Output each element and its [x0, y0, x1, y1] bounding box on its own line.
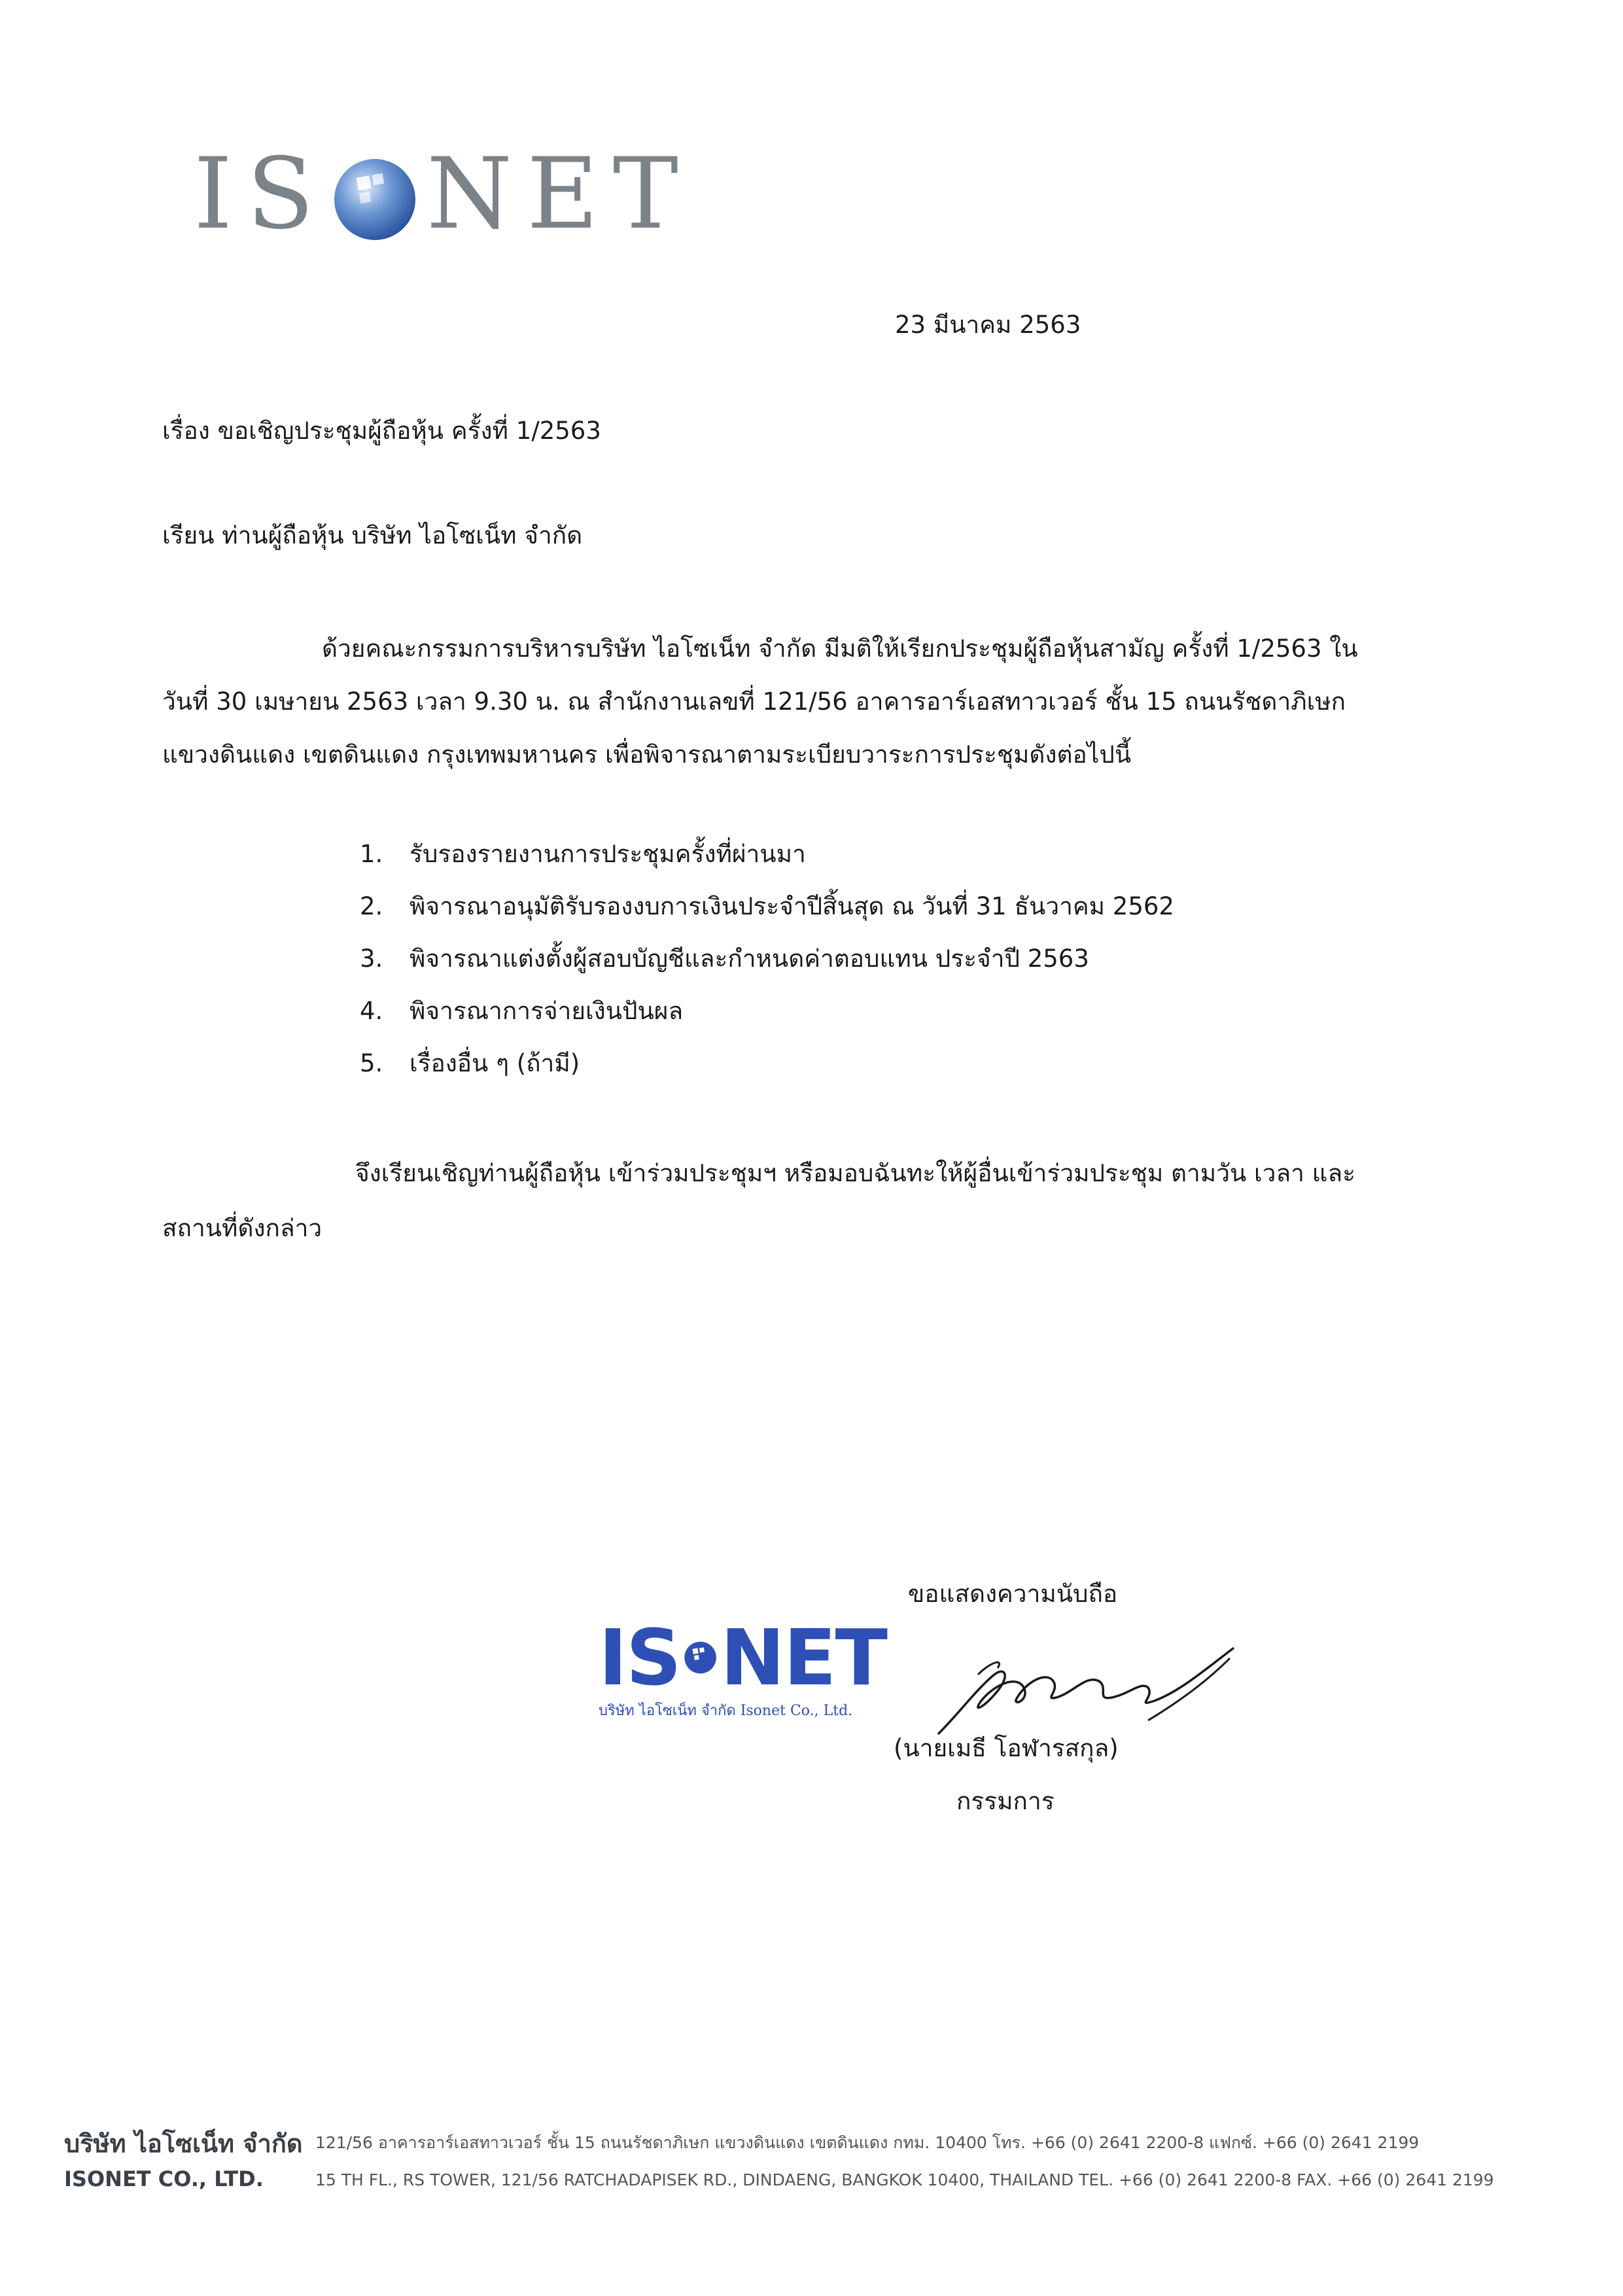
- body-line-2: วันที่ 30 เมษายน 2563 เวลา 9.30 น. ณ สำนักงานเลขที่ 121/56 อาคารอาร์เอสทาวเวอร์ ชั้น 15 ถนนรัชดาภิเษก: [162, 687, 1346, 716]
- signer-title: กรรมการ: [956, 1787, 1055, 1815]
- letter-date: 23 มีนาคม 2563: [895, 311, 1081, 339]
- footer-address-th: 121/56 อาคารอาร์เอสทาวเวอร์ ชั้น 15 ถนนรัชดาภิเษก แขวงดินแดง เขตดินแดง กทม. 10400 โทร. +66 (0) 2641 2200-8 แฟกซ์. +66 (0) 2641 2199: [315, 2133, 1420, 2152]
- body-line-3: แขวงดินแดง เขตดินแดง กรุงเทพมหานคร เพื่อพิจารณาตามระเบียบวาระการประชุมดังต่อไปนี้: [162, 740, 1132, 769]
- signer-name: (นายเมธี โอฬารสกุล): [894, 1734, 1119, 1762]
- company-stamp: [599, 1612, 886, 1722]
- footer-company-en: ISONET CO., LTD.: [64, 2166, 264, 2191]
- handwritten-signature: [932, 1635, 1240, 1743]
- closing-line-1: จึงเรียนเชิญท่านผู้ถือหุ้น เข้าร่วมประชุมฯ หรือมอบฉันทะให้ผู้อื่นเข้าร่วมประชุม ตามวัน เวลา และ: [355, 1159, 1356, 1187]
- agenda-text: พิจารณาอนุมัติรับรองงบการเงินประจำปีสิ้นสุด ณ วันที่ 31 ธันวาคม 2562: [410, 892, 1174, 920]
- body-line-1: ด้วยคณะกรรมการบริหารบริษัท ไอโซเน็ท จำกัด มีมติให้เรียกประชุมผู้ถือหุ้นสามัญ ครั้งที่ 1/2563 ใน: [322, 635, 1358, 663]
- stamp-globe-icon: [683, 1627, 718, 1688]
- agenda-number: 4.: [360, 997, 383, 1025]
- agenda-item: [360, 997, 683, 1025]
- agenda-number: 1.: [360, 840, 383, 868]
- company-logo: [194, 137, 693, 251]
- logo-text-left: IS: [194, 137, 329, 251]
- agenda-item: [360, 1049, 580, 1077]
- agenda-item: [360, 945, 1089, 973]
- agenda-number: 5.: [360, 1049, 383, 1077]
- regards-text: ขอแสดงความนับถือ: [908, 1580, 1118, 1608]
- letter-subject: เรื่อง ขอเชิญประชุมผู้ถือหุ้น ครั้งที่ 1/2563: [162, 417, 601, 445]
- agenda-item: [360, 892, 1174, 920]
- stamp-text-right: NET: [720, 1612, 886, 1703]
- footer-address-en: 15 TH FL., RS TOWER, 121/56 RATCHADAPISEK RD., DINDAENG, BANGKOK 10400, THAILAND TEL. +66 (0) 2641 2200-8 FAX. +66 (0) 2641 2199: [315, 2170, 1494, 2189]
- agenda-text: รับรองรายงานการประชุมครั้งที่ผ่านมา: [410, 840, 806, 868]
- agenda-text: พิจารณาแต่งตั้งผู้สอบบัญชีและกำหนดค่าตอบแทน ประจำปี 2563: [410, 945, 1089, 973]
- closing-line-2: สถานที่ดังกล่าว: [162, 1214, 323, 1242]
- agenda-text: พิจารณาการจ่ายเงินปันผล: [410, 997, 684, 1025]
- logo-text-right: NET: [427, 137, 693, 251]
- agenda-item: [360, 840, 806, 868]
- stamp-logo: [599, 1612, 886, 1703]
- agenda-number: 3.: [360, 945, 383, 973]
- letter-salutation: เรียน ท่านผู้ถือหุ้น บริษัท ไอโซเน็ท จำกัด: [162, 521, 583, 549]
- globe-icon: [332, 152, 417, 237]
- stamp-text-left: IS: [599, 1612, 680, 1703]
- agenda-number: 2.: [360, 892, 383, 920]
- footer-company-th: บริษัท ไอโซเน็ท จำกัด: [64, 2129, 303, 2158]
- agenda-text: เรื่องอื่น ๆ (ถ้ามี): [410, 1049, 580, 1077]
- stamp-subtext: บริษัท ไอโซเน็ท จำกัด Isonet Co., Ltd.: [599, 1703, 853, 1719]
